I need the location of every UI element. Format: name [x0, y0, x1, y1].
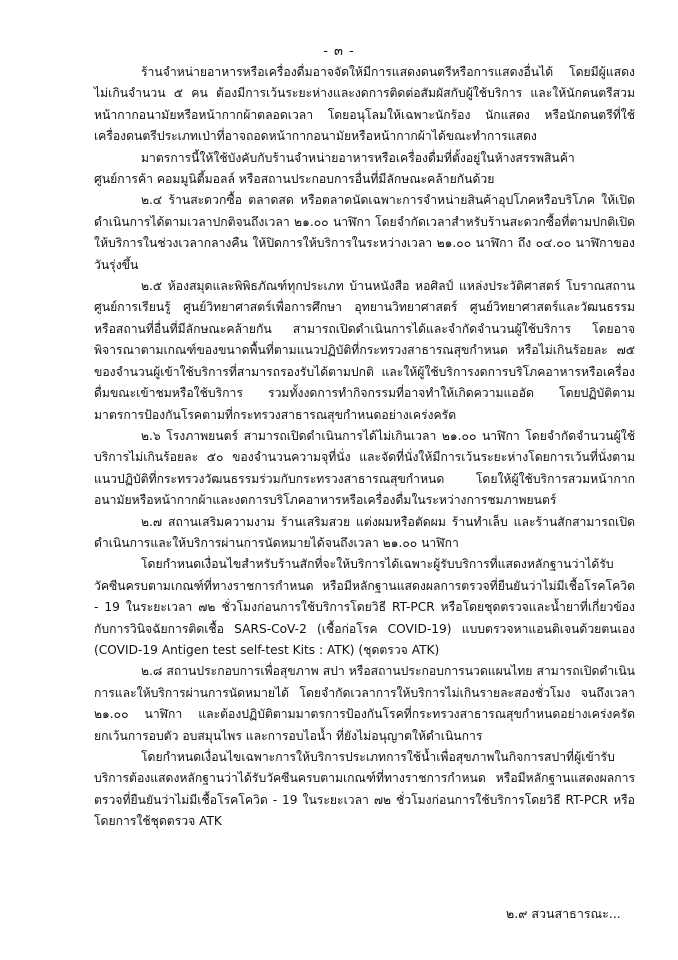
paragraph-spa-water-conditions: โดยกำหนดเงื่อนไขเฉพาะการให้บริการประเภทการใช้น้ำเพื่อสุขภาพในกิจการสปาที่ผู้เข้ารับบริการต้องแสดงหลักฐานว่าได้รับวัคซีนครบตามเกณฑ์ที่ทางราชการกำหนด หรือมีหลักฐานแสดงผลการตรวจที่ยืนยันว่าไม่มีเชื้อโรคโควิด - 19 ในระยะเวลา ๗๒ ชั่วโมงก่อนการใช้บริการโดยวิธี RT-PCR หรือโดยการใช้ชุดตรวจ ATK: [94, 750, 635, 829]
paragraph-2-8-spa-massage: ๒.๘ สถานประกอบการเพื่อสุขภาพ สปา หรือสถานประกอบการนวดแผนไทย สามารถเปิดดำเนินการและให้บริการผ่านการนัดหมายได้ โดยจำกัดเวลาการให้บริการไม่เกินรายละสองชั่วโมง จนถึงเวลา ๒๑.๐๐ นาฬิกา และต้องปฏิบัติตามมาตรการป้องกันโรคที่กระทรวงสาธารณสุขกำหนดอย่างเคร่งครัด ยกเว้นการอบตัว อบสมุนไพร และการอบไอน้ำ ที่ยังไม่อนุญาตให้ดำเนินการ: [94, 664, 635, 743]
paragraph-2-5-libraries-museums: ๒.๕ ห้องสมุดและพิพิธภัณฑ์ทุกประเภท บ้านหนังสือ หอศิลป์ แหล่งประวัติศาสตร์ โบราณสถาน ศูนย์การเรียนรู้ ศูนย์วิทยาศาสตร์เพื่อการศึกษา อุทยานวิทยาศาสตร์ ศูนย์วิทยาศาสตร์และวัฒนธรรม หรือสถานที่อื่นที่มีลักษณะคล้ายกัน สามารถเปิดดำเนินการได้และจำกัดจำนวนผู้ใช้บริการ โดยอาจพิจารณาตามเกณฑ์ของขนาดพื้นที่ตามแนวปฏิบัติที่กระทรวงสาธารณสุขกำหนด หรือไม่เกินร้อยละ ๗๕ ของจำนวนผู้เข้าใช้บริการที่สามารถรองรับได้ตามปกติ และให้ผู้ใช้บริการงดการบริโภคอาหารหรือเครื่องดื่มขณะเข้าชมหรือใช้บริการ รวมทั้งงดการทำกิจกรรมที่อาจทำให้เกิดความแออัด โดยปฏิบัติตามมาตรการป้องกันโรคตามที่กระทรวงสาธารณสุขกำหนดอย่างเคร่งครัด: [94, 279, 635, 422]
paragraph-tattoo-conditions: โดยกำหนดเงื่อนไขสำหรับร้านสักที่จะให้บริการได้เฉพาะผู้รับบริการที่แสดงหลักฐานว่าได้รับวัคซีนครบตามเกณฑ์ที่ทางราชการกำหนด หรือมีหลักฐานแสดงผลการตรวจที่ยืนยันว่าไม่มีเชื้อโรคโควิด - 19 ในระยะเวลา ๗๒ ชั่วโมงก่อนการใช้บริการโดยวิธี RT-PCR หรือโดยชุดตรวจและน้ำยาที่เกี่ยวข้องกับการวินิจฉัยการติดเชื้อ SARS-CoV-2 (เชื้อก่อโรค COVID-19) แบบตรวจหาแอนติเจนด้วยตนเอง (COVID-19 Antigen test self-test Kits : ATK) (ชุดตรวจ ATK): [94, 557, 635, 657]
document-body: [94, 62, 635, 833]
paragraph-mall-scope: มาตรการนี้ให้ใช้บังคับกับร้านจำหน่ายอาหารหรือเครื่องดื่มที่ตั้งอยู่ในห้างสรรพสินค้า ศูนย์การค้า คอมมูนิตี้มอลล์ หรือสถานประกอบการอื่นที่มีลักษณะคล้ายกันด้วย: [94, 150, 575, 187]
paragraph-performance-rules: ร้านจำหน่ายอาหารหรือเครื่องดื่มอาจจัดให้มีการแสดงดนตรีหรือการแสดงอื่นได้ โดยมีผู้แสดงไม่เกินจำนวน ๕ คน ต้องมีการเว้นระยะห่างและงดการติดต่อสัมผัสกับผู้ใช้บริการ และให้นักดนตรีสวมหน้ากากอนามัยหรือหน้ากากผ้าตลอดเวลา โดยอนุโลมให้เฉพาะนักร้อง นักแสดง หรือนักดนตรีที่ใช้เครื่องดนตรีประเภทเป่าที่อาจถอดหน้ากากอนามัยหรือหน้ากากผ้าได้ขณะทำการแสดง: [94, 65, 635, 144]
paragraph-2-4-convenience-stores: ๒.๔ ร้านสะดวกซื้อ ตลาดสด หรือตลาดนัดเฉพาะการจำหน่ายสินค้าอุปโภคหรือบริโภค ให้เปิดดำเนินการได้ตามเวลาปกติจนถึงเวลา ๒๑.๐๐ นาฬิกา โดยจำกัดเวลาสำหรับร้านสะดวกซื้อที่ตามปกติเปิดให้บริการในช่วงเวลากลางคืน ให้ปิดการให้บริการในระหว่างเวลา ๒๑.๐๐ นาฬิกา ถึง ๐๔.๐๐ นาฬิกาของวันรุ่งขึ้น: [94, 193, 635, 272]
page-number: - ๓ -: [323, 44, 355, 59]
paragraph-2-6-cinemas: ๒.๖ โรงภาพยนตร์ สามารถเปิดดำเนินการได้ไม่เกินเวลา ๒๑.๐๐ นาฬิกา โดยจำกัดจำนวนผู้ใช้บริการไม่เกินร้อยละ ๕๐ ของจำนวนความจุที่นั่ง และจัดที่นั่งให้มีการเว้นระยะห่างโดยการเว้นที่นั่งตามแนวปฏิบัติที่กระทรวงวัฒนธรรมร่วมกับกระทรวงสาธารณสุขกำหนด โดยให้ผู้ใช้บริการสวมหน้ากากอนามัยหรือหน้ากากผ้าและงดการบริโภคอาหารหรือเครื่องดื่มในระหว่างการชมภาพยนตร์: [94, 428, 635, 508]
paragraph-2-7-beauty-salons: ๒.๗ สถานเสริมความงาม ร้านเสริมสวย แต่งผมหรือตัดผม ร้านทำเล็บ และร้านสักสามารถเปิดดำเนินการและให้บริการผ่านการนัดหมายได้จนถึงเวลา ๒๑.๐๐ นาฬิกา: [94, 514, 635, 550]
next-page-continuation: ๒.๙ สวนสาธารณะ...: [506, 906, 621, 921]
